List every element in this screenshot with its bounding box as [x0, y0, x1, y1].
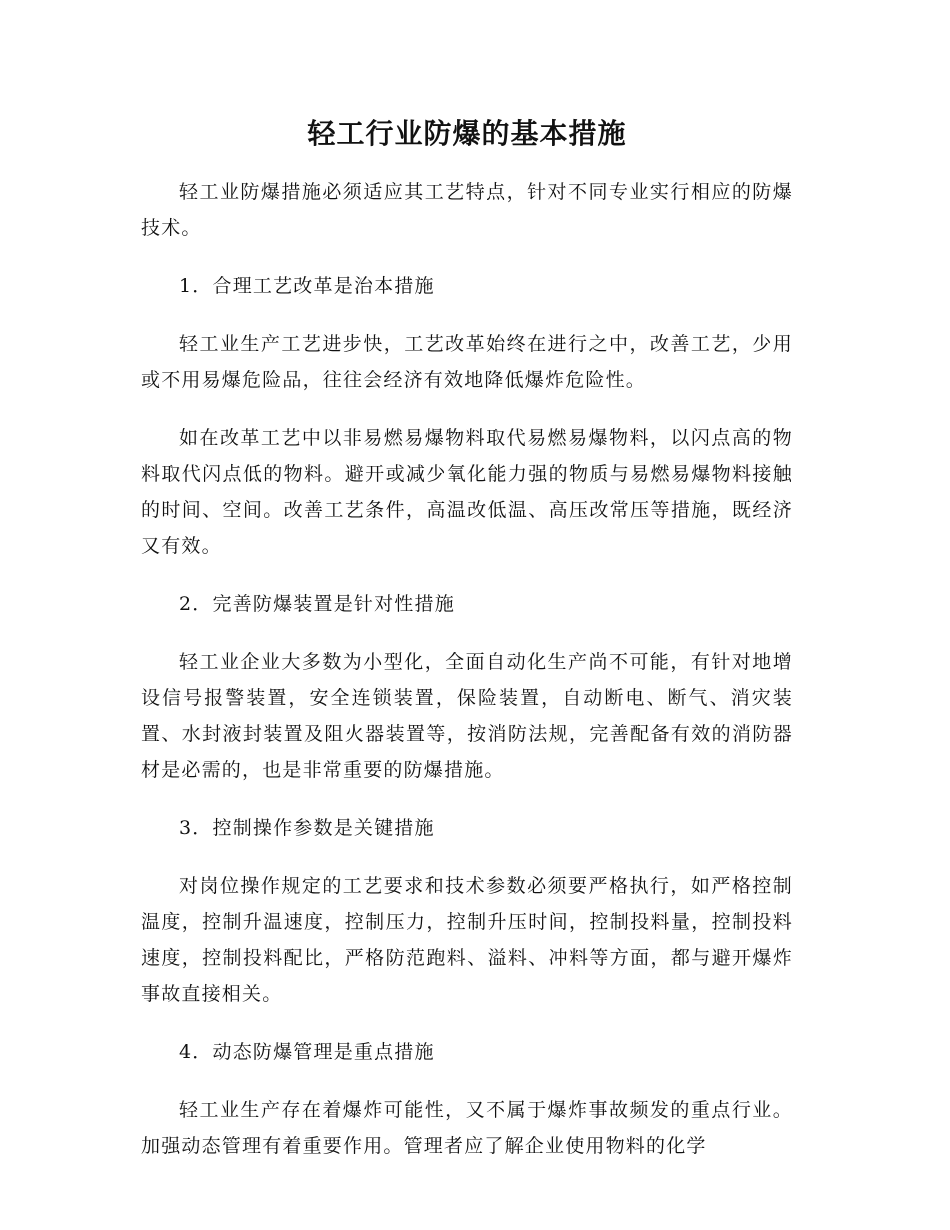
section-3-paragraph: 对岗位操作规定的工艺要求和技术参数必须要严格执行，如严格控制温度，控制升温速度，控制压力，控制升压时间，控制投料量，控制投料速度，控制投料配比，严格防范跑料、溢料、冲料等方面，都与避开爆炸事故直接相关。	[141, 875, 793, 1005]
section-1-paragraph-1: 轻工业生产工艺进步快，工艺改革始终在进行之中，改善工艺，少用或不用易爆危险品，往往会经济有效地降低爆炸危险性。	[141, 333, 793, 391]
section-heading-2: 2．完善防爆装置是针对性措施	[179, 593, 455, 615]
section-heading-1: 1．合理工艺改革是治本措施	[179, 275, 435, 297]
intro-paragraph: 轻工业防爆措施必须适应其工艺特点，针对不同专业实行相应的防爆技术。	[141, 181, 793, 239]
section-2-paragraph: 轻工业企业大多数为小型化，全面自动化生产尚不可能，有针对地增设信号报警装置，安全连锁装置，保险装置，自动断电、断气、消灾装置、水封液封装置及阻火器装置等，按消防法规，完善配备有效的消防器材是必需的，也是非常重要的防爆措施。	[141, 651, 793, 781]
section-heading-4: 4．动态防爆管理是重点措施	[179, 1041, 435, 1063]
section-4-paragraph: 轻工业生产存在着爆炸可能性，又不属于爆炸事故频发的重点行业。加强动态管理有着重要作用。管理者应了解企业使用物料的化学	[141, 1099, 793, 1157]
section-1-paragraph-2: 如在改革工艺中以非易燃易爆物料取代易燃易爆物料，以闪点高的物料取代闪点低的物料。避开或减少氧化能力强的物质与易燃易爆物料接触的时间、空间。改善工艺条件，高温改低温、高压改常压等措施，既经济又有效。	[141, 427, 793, 557]
document-title: 轻工行业防爆的基本措施	[307, 117, 627, 150]
section-heading-3: 3．控制操作参数是关键措施	[179, 817, 435, 839]
document-body	[141, 110, 793, 1164]
